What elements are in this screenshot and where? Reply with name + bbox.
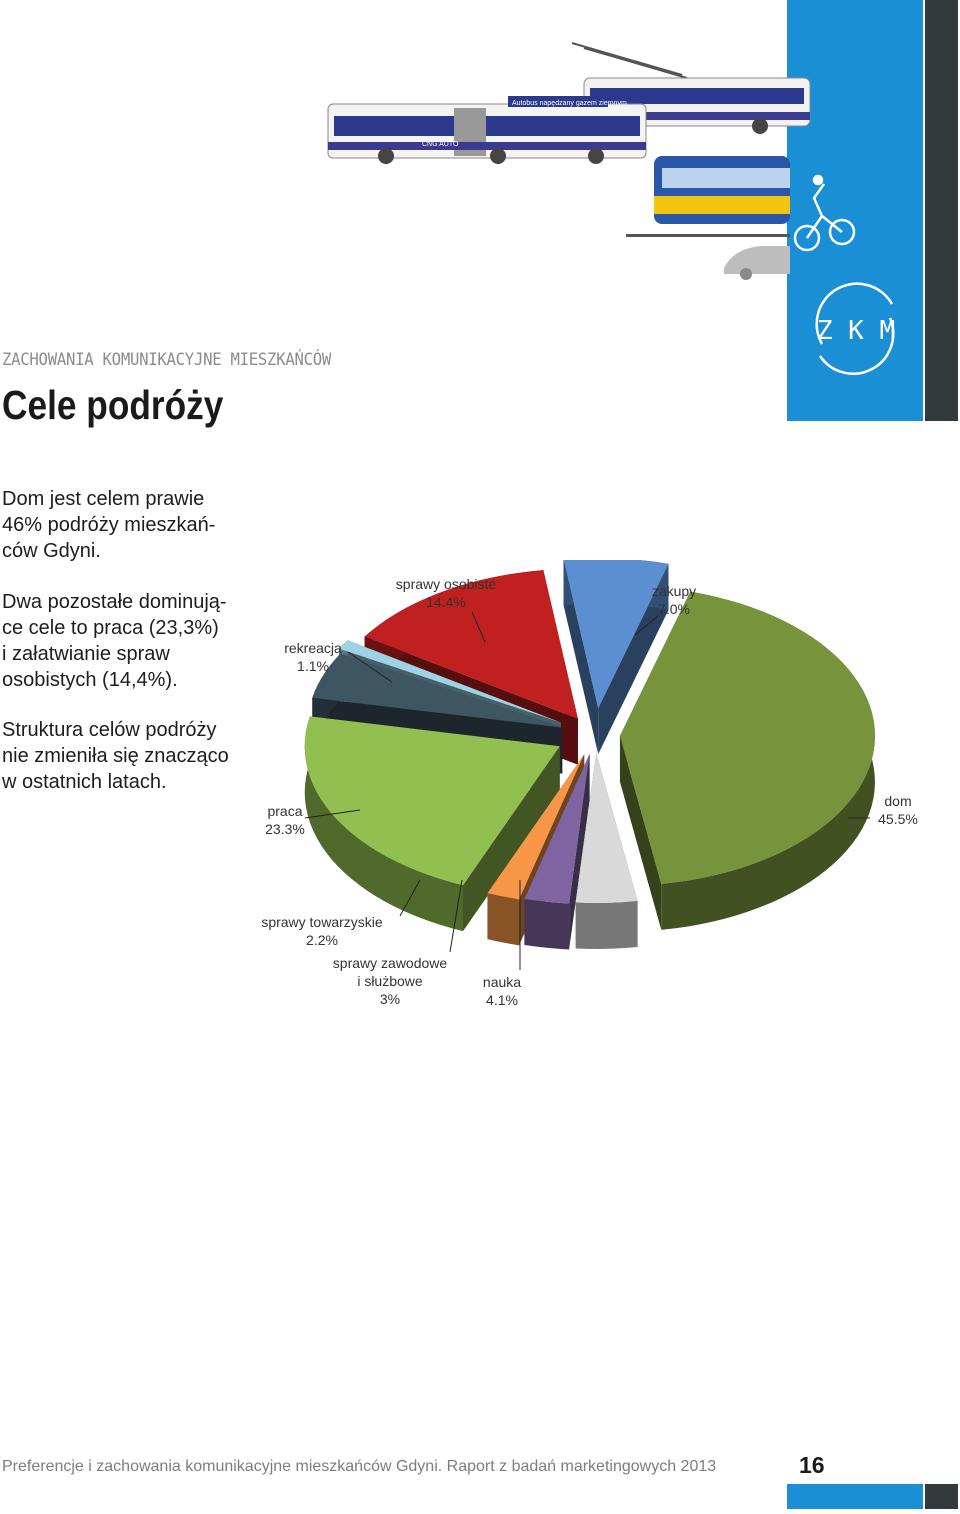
train-icon: [626, 156, 790, 237]
paragraph-line: ce cele to praca (23,3%): [2, 617, 219, 639]
slice-value-label: 14.4%: [426, 594, 466, 610]
slice-value-label: 3%: [379, 991, 401, 1007]
paragraph-2: [2, 589, 242, 693]
paragraph-line: 46% podróży mieszkań-: [2, 514, 216, 536]
zkm-logo: [808, 282, 904, 378]
page-number: 16: [799, 1452, 825, 1478]
pie-slice-side: [576, 901, 638, 949]
page-title: Cele podróży: [2, 382, 224, 428]
paragraph-line: ców Gdyni.: [2, 540, 101, 562]
slice-category-label: praca: [267, 803, 303, 819]
section-title: ZACHOWANIA KOMUNIKACYJNE MIESZKAŃCÓW: [2, 350, 332, 370]
paragraph-line: i załatwianie spraw: [2, 643, 170, 665]
slice-category-label: i służbowe: [357, 973, 423, 989]
slice-category-label: dom: [884, 793, 912, 809]
paragraph-3: [2, 717, 242, 795]
slice-value-label: 45.5%: [878, 811, 918, 827]
slice-category-label: sprawy osobiste: [395, 576, 497, 592]
slice-value-label: 1.1%: [297, 658, 329, 674]
pie-slices: [305, 560, 875, 949]
paragraph-line: osobistych (14,4%).: [2, 669, 178, 691]
pie-slice-dom: [620, 592, 875, 930]
bus-logo-text: CNG AUTO: [422, 141, 459, 148]
slice-category-label: zakupy: [651, 583, 697, 599]
bus-sign-text: Autobus napędzany gazem ziemnym: [512, 100, 627, 107]
slice-value-label: 23.3%: [265, 821, 305, 837]
slice-value-label: 4.1%: [486, 992, 518, 1008]
logo-text: Z K M: [816, 316, 896, 346]
pie-slice-side: [487, 893, 519, 945]
pie-slice-side: [524, 899, 569, 949]
trip-purpose-pie-chart: [250, 560, 950, 1020]
footer-dark-band: [925, 1484, 958, 1509]
cyclist-icon: [795, 176, 854, 250]
vehicles-illustration: [322, 38, 862, 288]
car-icon: [724, 246, 790, 280]
slice-category-label: sprawy towarzyskie: [261, 914, 383, 930]
slice-category-label: sprawy zawodowe: [332, 955, 448, 971]
paragraph-line: Struktura celów podróży: [2, 719, 217, 741]
paragraph-line: w ostatnich latach.: [2, 771, 167, 793]
slice-category-label: nauka: [482, 974, 522, 990]
slice-value-label: 7.0%: [658, 601, 690, 617]
slice-category-label: rekreacja: [284, 640, 342, 656]
header-dark-band: [925, 0, 958, 421]
paragraph-line: nie zmieniła się znacząco: [2, 745, 229, 767]
footer-text: Preferencje i zachowania komunikacyjne mieszkańców Gdyni. Raport z badań marketingowych 2013: [2, 1458, 717, 1475]
slice-value-label: 2.2%: [306, 932, 338, 948]
paragraph-line: Dom jest celem prawie: [2, 488, 205, 510]
bus-icon: [328, 96, 646, 164]
footer-blue-band: [787, 1484, 923, 1509]
paragraph-1: [2, 486, 242, 564]
paragraph-line: Dwa pozostałe dominują-: [2, 591, 227, 613]
